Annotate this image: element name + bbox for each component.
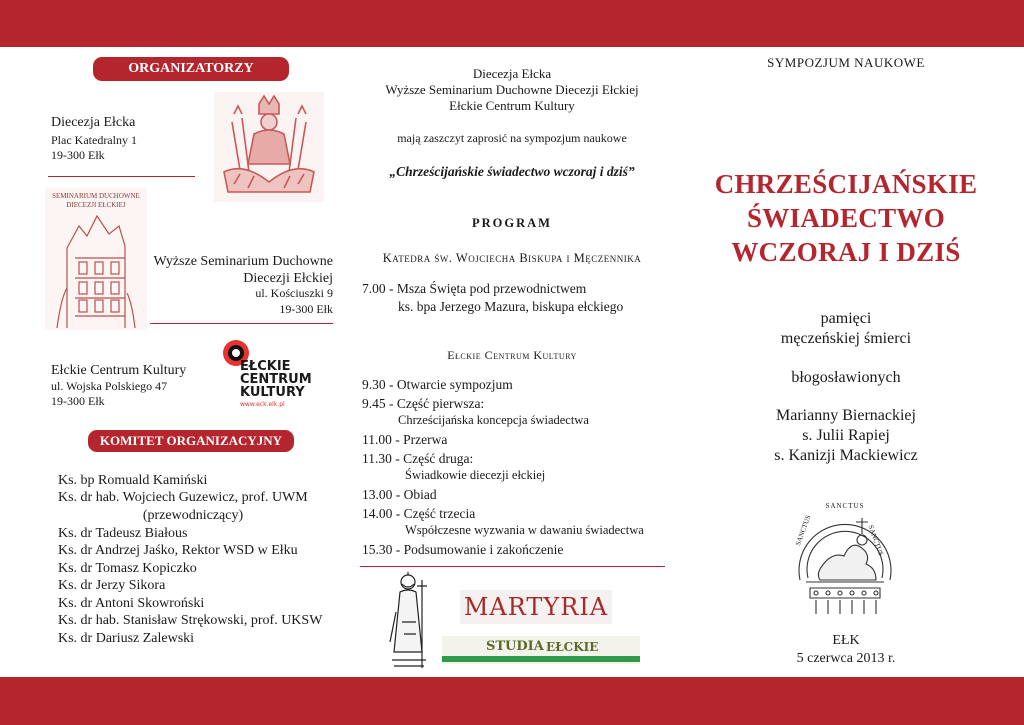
martyr-name: Marianny Biernackiej xyxy=(776,407,916,424)
seal-text-left: SANCTUS xyxy=(794,514,813,547)
event-place: EŁK xyxy=(832,633,860,648)
divider-program xyxy=(360,566,665,567)
bottom-band xyxy=(0,677,1024,725)
org3-name: Ełckie Centrum Kultury xyxy=(51,363,187,378)
divider-org2 xyxy=(150,323,333,324)
dedication-line: męczeńskiej śmierci xyxy=(780,330,912,347)
divider-org1 xyxy=(48,176,195,177)
saint-figure-image xyxy=(386,572,438,676)
kicker-symposium: SYMPOZJUM NAUKOWE xyxy=(767,55,925,70)
schedule-item: 14.00 - Część trzecia xyxy=(362,506,476,521)
host-2: Wyższe Seminarium Duchowne Diecezji Ełckiej xyxy=(385,82,639,97)
org1-address-line1: Plac Katedralny 1 xyxy=(51,133,137,147)
seal-text-right: SANCTUS xyxy=(866,524,885,557)
seal-text-top: SANCTUS xyxy=(825,502,865,510)
eck-logo-line2: CENTRUM xyxy=(240,372,312,387)
committee-member: Ks. dr hab. Stanisław Strękowski, prof. UKSW xyxy=(58,613,323,628)
program-heading: PROGRAM xyxy=(472,216,552,230)
committee-member: Ks. bp Romuald Kamiński xyxy=(58,473,208,488)
schedule-item: 11.00 - Przerwa xyxy=(362,432,448,447)
org2-address-line1: ul. Kościuszki 9 xyxy=(255,286,333,300)
org2-name-line1: Wyższe Seminarium Duchowne xyxy=(153,254,333,269)
org1-address-line2: 19-300 Ełk xyxy=(51,148,105,162)
martyr-name: s. Julii Rapiej xyxy=(802,427,890,444)
eck-logo-line1: EŁCKIE xyxy=(240,359,291,374)
venue-eck: Ełckie Centrum Kultury xyxy=(447,348,577,362)
schedule-item: 15.30 - Podsumowanie i zakończenie xyxy=(362,542,564,557)
main-title-line1: CHRZEŚCIJAŃSKIE xyxy=(714,169,978,199)
schedule-item: 11.30 - Część druga: xyxy=(362,451,474,466)
host-3: Ełckie Centrum Kultury xyxy=(449,98,575,113)
main-title-line2: ŚWIADECTWO xyxy=(746,203,946,233)
martyria-logo-text: MARTYRIA xyxy=(463,593,609,621)
committee-member: Ks. dr Andrzej Jaśko, Rektor WSD w Ełku xyxy=(58,543,298,558)
lamb-seal-emblem xyxy=(792,496,898,618)
event-date: 5 czerwca 2013 r. xyxy=(796,651,896,666)
schedule-item: 9.30 - Otwarcie sympozjum xyxy=(362,377,513,392)
schedule-mass-celebrant: ks. bpa Jerzego Mazura, biskupa ełckiego xyxy=(398,299,624,314)
org3-address-line2: 19-300 Ełk xyxy=(51,394,105,408)
organizers-heading: ORGANIZATORZY xyxy=(93,57,289,81)
schedule-item: 13.00 - Obiad xyxy=(362,487,437,502)
org3-address-line1: ul. Wojska Polskiego 47 xyxy=(51,379,168,393)
eck-logo xyxy=(218,335,310,415)
seminary-logo-text-line1: SEMINARIUM DUCHOWNE xyxy=(52,192,140,200)
committee-member: Ks. dr Dariusz Zalewski xyxy=(58,631,195,646)
main-title-line3: WCZORAJ I DZIŚ xyxy=(731,237,961,267)
org2-address-line2: 19-300 Ełk xyxy=(279,302,333,316)
committee-member: Ks. dr hab. Wojciech Guzewicz, prof. UWM xyxy=(58,490,308,505)
committee-member: Ks. dr Antoni Skowroński xyxy=(58,596,205,611)
studia-logo-right: EŁCKIE xyxy=(546,640,599,654)
venue-cathedral: Katedra św. Wojciecha Biskupa i Męczennika xyxy=(382,251,642,265)
schedule-item: 9.45 - Część pierwsza: xyxy=(362,396,485,411)
martyr-name: s. Kanizji Mackiewicz xyxy=(774,447,918,464)
studia-logo-green-bar xyxy=(442,656,640,662)
symposium-title-quote: „Chrześcijańskie świadectwo wczoraj i dziś” xyxy=(389,164,635,179)
schedule-item-detail: Współczesne wyzwania w dawaniu świadectwa xyxy=(405,523,644,537)
schedule-item-detail: Chrześcijańska koncepcja świadectwa xyxy=(398,413,589,427)
martyria-logo xyxy=(460,590,612,624)
committee-member: Ks. dr Tomasz Kopiczko xyxy=(58,561,197,576)
studia-logo-left: STUDIA xyxy=(486,639,544,654)
invitation-text: mają zaszczyt zaprosić na sympozjum naukowe xyxy=(397,131,627,145)
top-band xyxy=(0,0,1024,47)
committee-heading: KOMITET ORGANIZACYJNY xyxy=(88,430,294,452)
dedication-line: pamięci xyxy=(820,310,872,327)
schedule-mass: 7.00 - Msza Święta pod przewodnictwem xyxy=(362,281,587,296)
diocese-emblem-image xyxy=(214,92,324,202)
org2-name-line2: Diecezji Ełckiej xyxy=(243,271,333,286)
studia-elckie-logo xyxy=(442,636,640,664)
committee-member: Ks. dr Jerzy Sikora xyxy=(58,578,166,593)
org1-name: Diecezja Ełcka xyxy=(51,115,136,130)
seminary-building-image xyxy=(45,188,147,330)
host-1: Diecezja Ełcka xyxy=(472,66,552,81)
committee-member: Ks. dr Tadeusz Białous xyxy=(58,526,188,541)
schedule-item-detail: Świadkowie diecezji ełckiej xyxy=(405,468,546,482)
committee-chair-note: (przewodniczący) xyxy=(142,508,244,523)
seminary-logo-text-line2: DIECEZJI EŁCKIEJ xyxy=(66,201,126,209)
dedication-line: błogosławionych xyxy=(791,369,901,386)
eck-logo-url: www.eck.elk.pl xyxy=(240,401,285,408)
eck-logo-line3: KULTURY xyxy=(240,385,305,400)
